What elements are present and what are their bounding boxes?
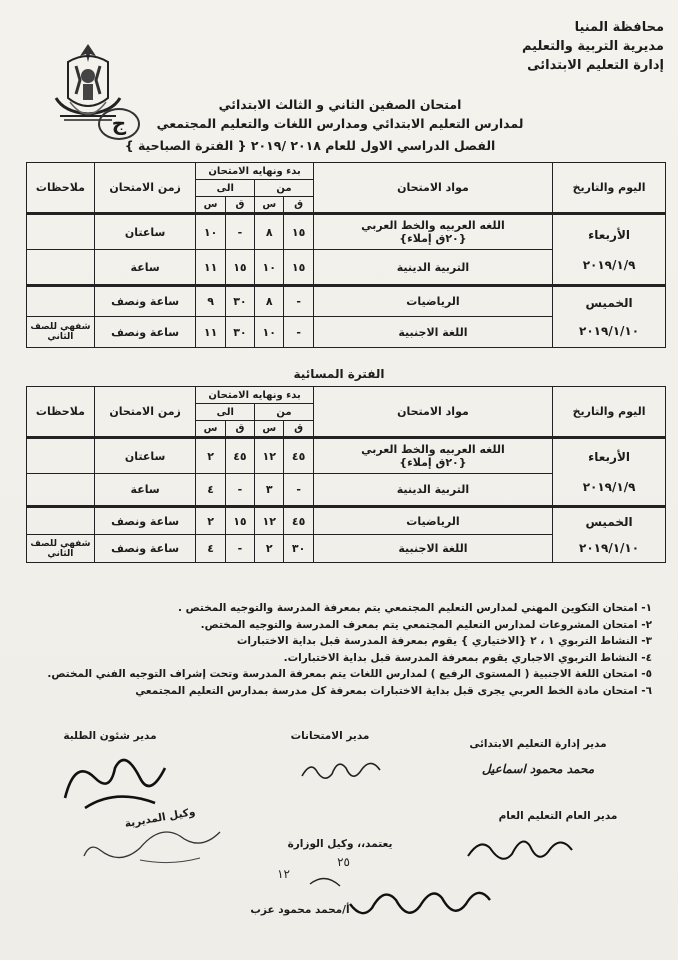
signature-title: مدير العام التعليم العام xyxy=(498,810,618,822)
note: شفهي للصف الثاني xyxy=(27,535,95,563)
note xyxy=(27,474,95,507)
header-to-s: س xyxy=(196,421,225,438)
from-q: ٤٥ xyxy=(284,438,313,474)
governorate: محافظة المنيا xyxy=(574,20,664,35)
from-s: ٢ xyxy=(255,535,284,563)
duration: ساعة xyxy=(94,474,196,507)
undersecretary-name: أ/محمد محمود عزب xyxy=(250,904,350,916)
day-cell xyxy=(553,438,666,507)
header-from-s: س xyxy=(255,197,284,214)
undersecretary-prefix: يعتمد،، وكيل الوزارة xyxy=(287,838,393,850)
header-to-q: ق xyxy=(225,197,254,214)
day-name: الخميس xyxy=(585,296,633,310)
from-s: ٨ xyxy=(255,286,284,317)
day-cell xyxy=(553,507,666,563)
footnotes-list xyxy=(12,600,652,699)
department: إدارة التعليم الابتدائى xyxy=(527,58,664,73)
to-q: ٣٠ xyxy=(225,317,254,348)
subject-sub: {٢٠ق إملاء} xyxy=(399,232,467,245)
header-from-q: ق xyxy=(284,197,313,214)
header-duration: زمن الامتحان xyxy=(94,387,196,438)
subject-name: اللغه العربيه والخط العربي xyxy=(361,219,505,232)
header-from: من xyxy=(255,180,314,197)
footnote: ٦- امتحان مادة الخط العربي يجرى قبل بداية الاختبارات بمعرفة كل مدرسة بمدارس التعليم المجتمعي xyxy=(135,684,652,697)
duration: ساعة xyxy=(94,250,196,286)
authority-header xyxy=(494,18,664,75)
header-to-q: ق xyxy=(225,421,254,438)
general-director-scribble xyxy=(460,830,580,870)
from-s: ١٠ xyxy=(255,250,284,286)
signature-handwritten-name: محمد محمود اسماعيل xyxy=(481,762,595,776)
to-s: ٤ xyxy=(196,474,225,507)
note xyxy=(27,507,95,535)
from-q: ٤٥ xyxy=(284,507,313,535)
to-s: ٤ xyxy=(196,535,225,563)
footnote: ٢- امتحان المشروعات لمدارس التعليم المجتمعي يتم بمعرف المدرسة والتوجيه المختص. xyxy=(200,618,652,631)
header-notes: ملاحظات xyxy=(27,387,95,438)
to-q: ١٥ xyxy=(225,250,254,286)
students-director-signature xyxy=(40,730,180,742)
header-from-s: س xyxy=(255,421,284,438)
header-to: الى xyxy=(196,180,255,197)
svg-text:١٢: ١٢ xyxy=(277,867,290,881)
from-q: - xyxy=(284,286,313,317)
evening-schedule-table xyxy=(26,386,666,563)
circled-letter-stamp: ج xyxy=(98,108,140,140)
from-q: ١٥ xyxy=(284,250,313,286)
from-q: - xyxy=(284,317,313,348)
duration: ساعة ونصف xyxy=(94,507,196,535)
header-day-date: اليوم والتاريخ xyxy=(553,163,666,214)
subject-cell xyxy=(313,317,552,348)
from-s: ١٠ xyxy=(255,317,284,348)
subject-cell xyxy=(313,214,552,250)
day-date: ٢٠١٩/١/١٠ xyxy=(579,324,640,338)
from-q: - xyxy=(284,474,313,507)
to-s: ٢ xyxy=(196,438,225,474)
title-line-3: الفصل الدراسي الاول للعام ٢٠١٨ /٢٠١٩ { الفترة الصباحية } xyxy=(124,138,496,153)
note xyxy=(27,250,95,286)
footnote: ٤- النشاط التربوي الاجباري يقوم بمعرفة المدرسة قبل بداية الاختبارات. xyxy=(283,651,652,664)
to-q: - xyxy=(225,535,254,563)
header-start-end: بدء ونهايه الامتحان xyxy=(196,387,313,404)
subject-name: اللغة الاجنبية xyxy=(398,542,468,555)
note xyxy=(27,438,95,474)
exam-title xyxy=(150,95,530,133)
title-line-2: لمدارس التعليم الابتدائي ومدارس اللغات والتعليم المجتمعي xyxy=(156,116,524,131)
to-q: ٣٠ xyxy=(225,286,254,317)
header-start-end: بدء ونهايه الامتحان xyxy=(196,163,313,180)
duration: ساعتان xyxy=(94,438,196,474)
subject-name: اللغة الاجنبية xyxy=(398,325,468,339)
to-s: ١١ xyxy=(196,317,225,348)
duration: ساعتان xyxy=(94,214,196,250)
day-cell xyxy=(553,214,666,286)
subject-name: الرياضيات xyxy=(406,514,460,528)
undersecretary-scribble xyxy=(340,880,500,930)
from-s: ١٢ xyxy=(255,438,284,474)
footnote: ٣- النشاط التربوي ١ ، ٢ {الاختياري } يقوم بمعرفة المدرسة قبل بداية الاختبارات xyxy=(236,635,652,647)
header-from: من xyxy=(255,404,314,421)
signature-title: مدير شئون الطلبة xyxy=(63,730,157,742)
from-s: ١٢ xyxy=(255,507,284,535)
subject-sub: {٢٠ق إملاء} xyxy=(399,456,467,469)
to-s: ٩ xyxy=(196,286,225,317)
subject-name: التربية الدينية xyxy=(396,260,470,274)
signature-title: مدير الامتحانات xyxy=(290,730,370,742)
exams-director-scribble xyxy=(290,752,390,792)
svg-text:٢٥: ٢٥ xyxy=(337,855,350,869)
to-q: - xyxy=(225,214,254,250)
exams-director-signature xyxy=(260,730,400,742)
note xyxy=(27,214,95,250)
evening-period-label: الفترة المسائية xyxy=(293,367,385,381)
general-director-signature xyxy=(478,810,638,822)
from-s: ٨ xyxy=(255,214,284,250)
morning-schedule-table xyxy=(26,162,666,348)
deputy-scribble xyxy=(80,822,230,872)
header-duration: زمن الامتحان xyxy=(94,163,196,214)
to-q: - xyxy=(225,474,254,507)
subject-cell xyxy=(313,507,552,535)
header-day-date: اليوم والتاريخ xyxy=(553,387,666,438)
header-to-s: س xyxy=(196,197,225,214)
day-name: الأربعاء xyxy=(588,450,630,464)
signature-title: وكيل المديرية xyxy=(123,805,197,831)
subject-name: اللغه العربيه والخط العربي xyxy=(361,443,505,456)
to-s: ١٠ xyxy=(196,214,225,250)
header-to: الى xyxy=(196,404,255,421)
title-line-1: امتحان الصفين الثاني و الثالث الابتدائي xyxy=(218,97,462,112)
header-subjects: مواد الامتحان xyxy=(313,387,552,438)
header-from-q: ق xyxy=(284,421,313,438)
to-s: ١١ xyxy=(196,250,225,286)
subject-cell xyxy=(313,250,552,286)
signature-title: مدير إدارة التعليم الابتدائى xyxy=(469,738,607,750)
day-name: الخميس xyxy=(585,515,633,529)
from-s: ٣ xyxy=(255,474,284,507)
note xyxy=(27,286,95,317)
subject-cell xyxy=(313,286,552,317)
from-q: ٣٠ xyxy=(284,535,313,563)
students-director-scribble xyxy=(55,748,175,818)
note: شفهي للصف الثاني xyxy=(27,317,95,348)
from-q: ١٥ xyxy=(284,214,313,250)
subject-cell xyxy=(313,474,552,507)
subject-name: الرياضيات xyxy=(406,295,460,308)
primary-director-signature xyxy=(438,738,638,776)
to-s: ٢ xyxy=(196,507,225,535)
to-q: ٤٥ xyxy=(225,438,254,474)
day-cell xyxy=(553,286,666,348)
day-date: ٢٠١٩/١/١٠ xyxy=(579,541,640,555)
day-date: ٢٠١٩/١/٩ xyxy=(582,257,636,272)
subject-cell xyxy=(313,438,552,474)
footnote: ٥- امتحان اللغة الاجنبية ( المستوى الرفيع ) لمدارس اللغات يتم بمعرفة المدرسة وتحت إشراف التوجيه الفني المختص. xyxy=(47,668,652,680)
duration: ساعة ونصف xyxy=(94,535,196,563)
subject-cell xyxy=(313,535,552,563)
subject-name: التربية الدينية xyxy=(396,483,470,496)
footnote: ١- امتحان التكوين المهني لمدارس التعليم المجتمعي يتم بمعرفة المدرسة والتوجيه المختص . xyxy=(177,602,652,614)
day-name: الأربعاء xyxy=(588,227,630,242)
header-subjects: مواد الامتحان xyxy=(313,163,552,214)
duration: ساعة ونصف xyxy=(94,286,196,317)
duration: ساعة ونصف xyxy=(94,317,196,348)
to-q: ١٥ xyxy=(225,507,254,535)
directorate: مديرية التربية والتعليم xyxy=(521,39,664,54)
day-date: ٢٠١٩/١/٩ xyxy=(582,480,636,494)
header-notes: ملاحظات xyxy=(27,163,95,214)
